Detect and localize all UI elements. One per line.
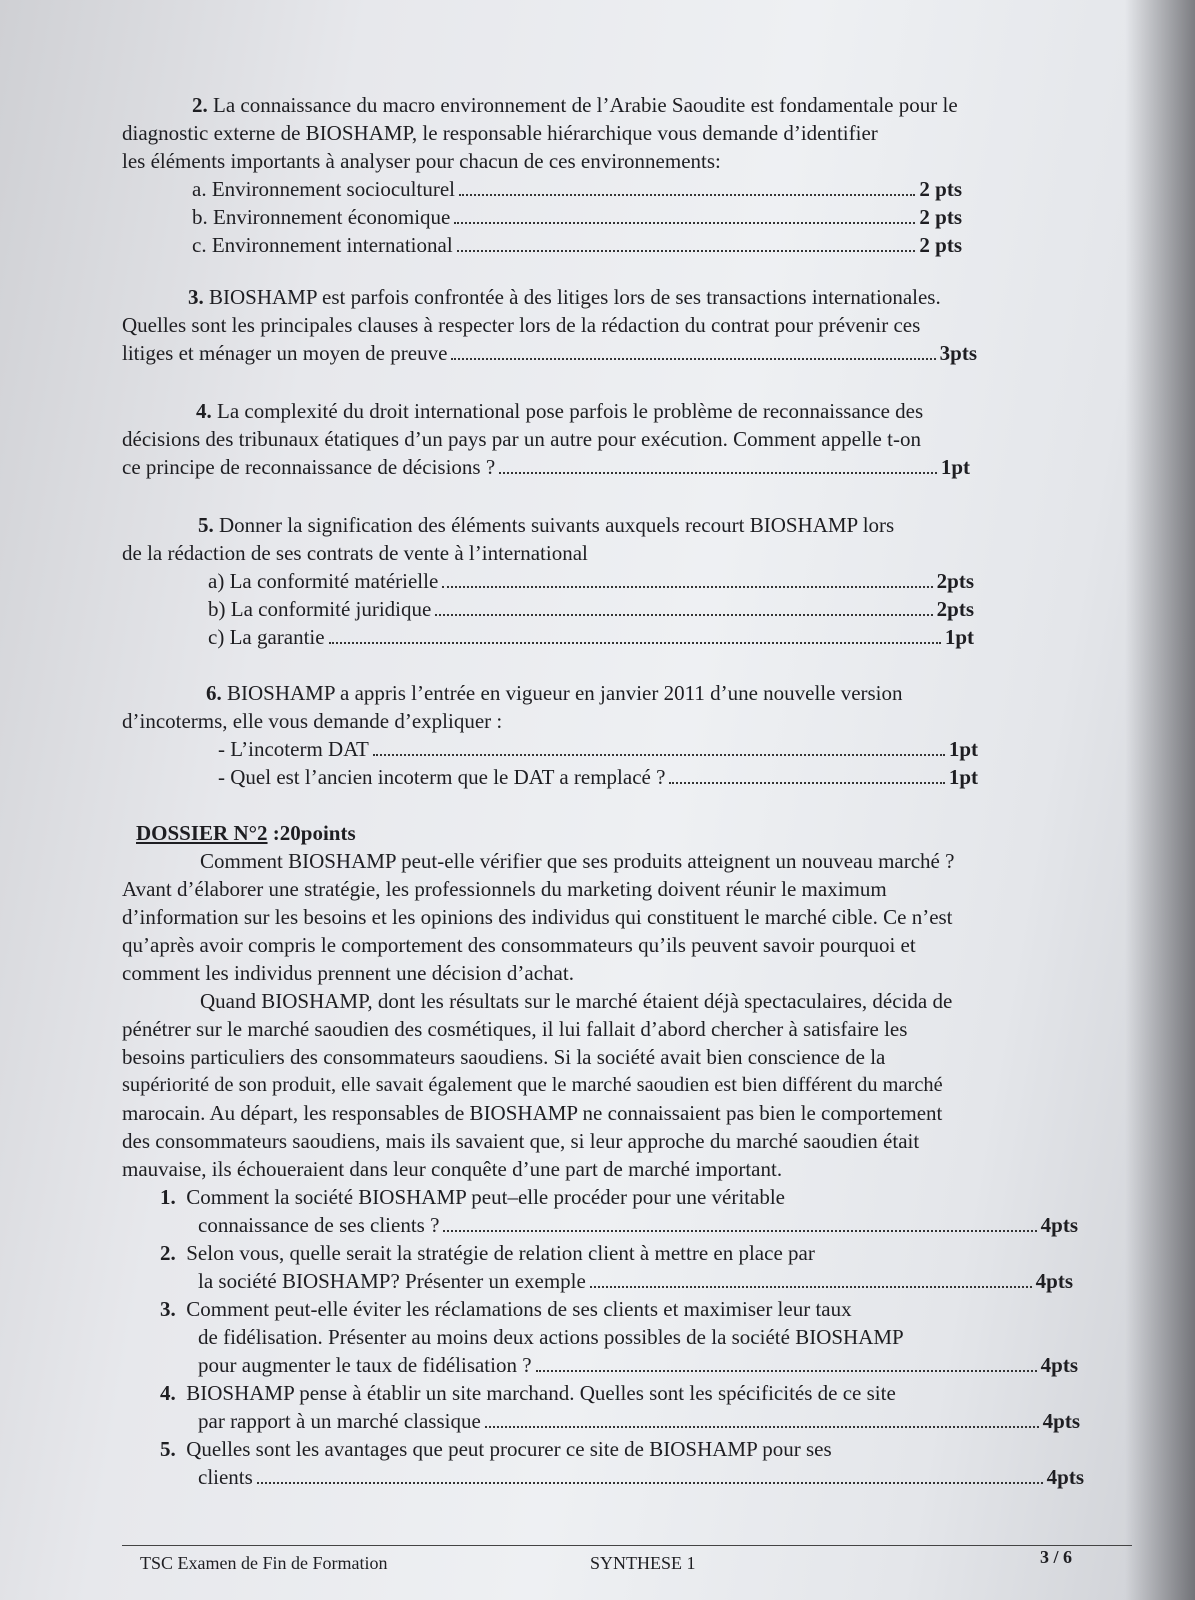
dossier2-p2-line4: supériorité de son produit, elle savait également que le marché saoudien est bien différent du marché: [122, 1074, 943, 1096]
q2-line2: diagnostic externe de BIOSHAMP, le responsable hiérarchique vous demande d’identifier: [122, 121, 878, 145]
dossier2-title: DOSSIER N°2: [136, 821, 268, 845]
q3-text1: BIOSHAMP est parfois confrontée à des litiges lors de ses transactions internationales.: [209, 285, 941, 309]
q3-line2: Quelles sont les principales clauses à respecter lors de la rédaction du contrat pour prévenir ces: [122, 313, 921, 337]
dossier2-p1-line2: Avant d’élaborer une stratégie, les professionnels du marketing doivent réunir le maximum: [122, 877, 887, 901]
dossier2-p2-line6: des consommateurs saoudiens, mais ils savaient que, si leur approche du marché saoudien était: [122, 1129, 920, 1153]
footer-rule: [122, 1545, 1132, 1546]
dossier2-p2-line1: Quand BIOSHAMP, dont les résultats sur le marché étaient déjà spectaculaires, décida de: [200, 989, 953, 1013]
footer-page-number: 3 / 6: [1040, 1547, 1073, 1567]
d2-q2-line1: 2. Selon vous, quelle serait la stratégie de relation client à mettre en place par: [160, 1241, 815, 1265]
q2-item-c: c. Environnement international 2 pts: [192, 233, 962, 257]
q5-item-c: c) La garantie 1pt: [208, 625, 974, 649]
q4-number: 4.: [196, 399, 212, 423]
dossier2-p1-line5: comment les individus prennent une décision d’achat.: [122, 961, 574, 985]
q2-item-b: b. Environnement économique 2 pts: [192, 205, 962, 229]
q5-line1: [198, 512, 894, 538]
dossier2-p1-line1: Comment BIOSHAMP peut-elle vérifier que ses produits atteignent un nouveau marché ?: [200, 849, 955, 873]
d2-q1-line1: 1. Comment la société BIOSHAMP peut–elle procéder pour une véritable: [160, 1185, 785, 1209]
q3-line3: litiges et ménager un moyen de preuve 3pts: [122, 341, 977, 365]
q2-item-a: a. Environnement socioculturel 2 pts: [192, 177, 962, 201]
q6-number: 6.: [206, 681, 222, 705]
q3-line1: [188, 284, 941, 310]
dossier2-points: :20points: [272, 821, 356, 845]
d2-q5-last: clients 4pts: [198, 1465, 1084, 1489]
q2-line1: [192, 92, 958, 118]
dossier2-p1-line3: d’information sur les besoins et les opinions des individus qui constituent le marché cible. Ce n’est: [122, 905, 953, 929]
q6-item-old: - Quel est l’ancien incoterm que le DAT a remplacé ? 1pt: [218, 765, 978, 789]
d2-q3-last: pour augmenter le taux de fidélisation ? 4pts: [198, 1353, 1078, 1377]
footer-center: SYNTHESE 1: [590, 1553, 696, 1573]
q5-number: 5.: [198, 513, 214, 537]
q4-text1: La complexité du droit international pose parfois le problème de reconnaissance des: [217, 399, 924, 423]
footer-left: TSC Examen de Fin de Formation: [140, 1553, 388, 1573]
q3-number: 3.: [188, 285, 204, 309]
d2-q3-line1: 3. Comment peut-elle éviter les réclamations de ses clients et maximiser leur taux: [160, 1297, 852, 1321]
q5-item-b: b) La conformité juridique 2pts: [208, 597, 974, 621]
dossier2-p2-line3: besoins particuliers des consommateurs saoudiens. Si la société avait bien conscience de la: [122, 1045, 886, 1069]
q6-text1: BIOSHAMP a appris l’entrée en vigueur en janvier 2011 d’une nouvelle version: [227, 681, 903, 705]
d2-q1-last: connaissance de ses clients ? 4pts: [198, 1213, 1078, 1237]
d2-q5-line1: 5. Quelles sont les avantages que peut procurer ce site de BIOSHAMP pour ses: [160, 1437, 832, 1461]
q4-line3: ce principe de reconnaissance de décisions ? 1pt: [122, 455, 970, 479]
d2-q4-last: par rapport à un marché classique 4pts: [198, 1409, 1080, 1433]
dossier2-p2-line5: marocain. Au départ, les responsables de BIOSHAMP ne connaissaient pas bien le comportement: [122, 1101, 943, 1125]
dossier2-heading: [136, 820, 356, 846]
q6-line2: d’incoterms, elle vous demande d’expliquer :: [122, 709, 503, 733]
q6-line1: [206, 680, 903, 706]
dossier2-p1-line4: qu’après avoir compris le comportement des consommateurs qu’ils peuvent savoir pourquoi et: [122, 933, 916, 957]
q5-line2: de la rédaction de ses contrats de vente à l’international: [122, 541, 588, 565]
dossier2-p2-line2: pénétrer sur le marché saoudien des cosmétiques, il lui fallait d’abord chercher à satisfaire les: [122, 1017, 908, 1041]
d2-q4-line1: 4. BIOSHAMP pense à établir un site marchand. Quelles sont les spécificités de ce site: [160, 1381, 896, 1405]
q2-number: 2.: [192, 93, 208, 117]
dossier2-p2-line7: mauvaise, ils échoueraient dans leur conquête d’une part de marché important.: [122, 1157, 783, 1181]
d2-q3-line2: de fidélisation. Présenter au moins deux actions possibles de la société BIOSHAMP: [198, 1325, 904, 1349]
d2-q2-last: la société BIOSHAMP? Présenter un exemple 4pts: [198, 1269, 1073, 1293]
q2-line3: les éléments importants à analyser pour chacun de ces environnements:: [122, 149, 721, 173]
q5-item-a: a) La conformité matérielle 2pts: [208, 569, 974, 593]
q5-text1: Donner la signification des éléments suivants auxquels recourt BIOSHAMP lors: [219, 513, 895, 537]
q6-item-dat: - L’incoterm DAT 1pt: [218, 737, 978, 761]
q2-text1: La connaissance du macro environnement de l’Arabie Saoudite est fondamentale pour le: [213, 93, 958, 117]
q4-line2: décisions des tribunaux étatiques d’un pays par un autre pour exécution. Comment appelle t-on: [122, 427, 921, 451]
q4-line1: [196, 398, 923, 424]
